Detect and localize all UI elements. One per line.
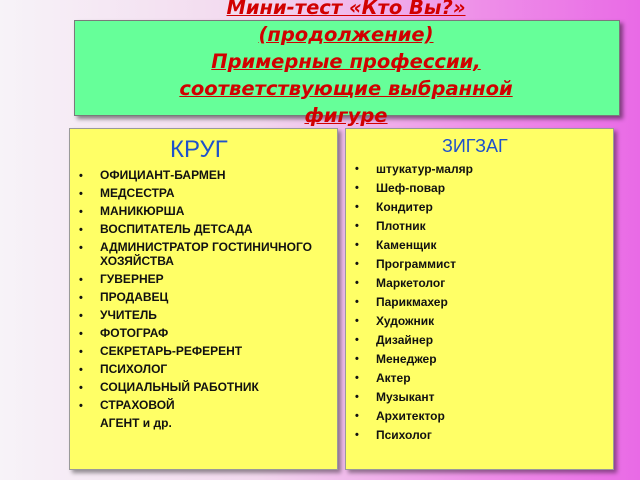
- list-item-label: АДМИНИСТРАТОР ГОСТИНИЧНОГО ХОЗЯЙСТВА: [100, 240, 312, 268]
- list-item-label: СТРАХОВОЙ: [100, 397, 175, 412]
- title-line: Мини-тест «Кто Вы?»: [226, 0, 466, 19]
- bullet-icon: •: [355, 315, 359, 327]
- circle-profession-list: [70, 167, 337, 433]
- list-item: [346, 369, 613, 388]
- circle-heading: КРУГ: [170, 136, 228, 163]
- bullet-icon: •: [79, 188, 83, 200]
- slide-title: [74, 0, 618, 129]
- list-item: [70, 343, 337, 361]
- bullet-icon: •: [355, 429, 359, 441]
- bullet-icon: •: [355, 258, 359, 270]
- list-item: [346, 350, 613, 369]
- list-item: [346, 255, 613, 274]
- bullet-icon: •: [355, 239, 359, 251]
- list-item: [346, 160, 613, 179]
- list-item-label: ОФИЦИАНТ-БАРМЕН: [100, 168, 226, 182]
- list-item-label: МАНИКЮРША: [100, 204, 185, 218]
- zigzag-profession-list: [346, 160, 613, 445]
- list-item-label: УЧИТЕЛЬ: [100, 307, 157, 322]
- title-line: соответствующие выбранной: [179, 77, 513, 100]
- list-item-label: Шеф-повар: [376, 180, 446, 195]
- list-item: [70, 203, 337, 221]
- list-item: [70, 325, 337, 343]
- bullet-icon: •: [355, 410, 359, 422]
- bullet-icon: •: [355, 220, 359, 232]
- list-item-label: Парикмахер: [376, 294, 448, 309]
- list-item-label: СЕКРЕТАРЬ-РЕФЕРЕНТ: [100, 343, 243, 358]
- circle-panel: [69, 128, 338, 470]
- list-item-label: ВОСПИТАТЕЛЬ ДЕТСАДА: [100, 222, 253, 236]
- list-item: [346, 407, 613, 426]
- zigzag-heading: ЗИГЗАГ: [442, 136, 508, 156]
- list-item: [70, 289, 337, 307]
- list-item: [346, 179, 613, 198]
- bullet-icon: •: [79, 291, 83, 304]
- list-item-label: АГЕНТ и др.: [100, 415, 172, 430]
- list-item-label: штукатур-маляр: [376, 161, 473, 176]
- list-item: [346, 274, 613, 293]
- list-item-label: МЕДСЕСТРА: [100, 186, 175, 200]
- bullet-icon: •: [355, 353, 359, 365]
- list-item-label: Кондитер: [376, 199, 433, 214]
- list-item: [70, 361, 337, 379]
- title-line: Примерные профессии,: [211, 50, 481, 73]
- list-item: [346, 312, 613, 331]
- list-item: [70, 221, 337, 239]
- list-item-label: Психолог: [376, 427, 432, 442]
- list-item-label: Актер: [376, 370, 411, 385]
- bullet-icon: •: [355, 296, 359, 308]
- bullet-icon: •: [355, 163, 359, 175]
- list-item: [346, 293, 613, 312]
- list-item: [346, 217, 613, 236]
- list-item: [346, 331, 613, 350]
- bullet-icon: •: [355, 372, 359, 384]
- list-item: [70, 379, 337, 397]
- list-item: [70, 415, 337, 433]
- list-item: [70, 307, 337, 325]
- list-item-label: Музыкант: [376, 389, 435, 404]
- bullet-icon: •: [355, 277, 359, 289]
- list-item: [70, 185, 337, 203]
- bullet-icon: •: [79, 363, 83, 376]
- list-item-label: СОЦИАЛЬНЫЙ РАБОТНИК: [100, 379, 259, 394]
- bullet-icon: •: [79, 399, 83, 412]
- list-item-label: ФОТОГРАФ: [100, 325, 169, 340]
- bullet-icon: •: [79, 381, 83, 394]
- list-item-label: Плотник: [376, 218, 426, 233]
- list-item-label: Дизайнер: [376, 332, 434, 347]
- bullet-icon: •: [79, 170, 83, 182]
- bullet-icon: •: [355, 334, 359, 346]
- list-item-label: Архитектор: [376, 408, 445, 423]
- list-item: [346, 388, 613, 407]
- bullet-icon: •: [79, 327, 83, 340]
- bullet-icon: •: [79, 224, 83, 236]
- list-item-label: ПСИХОЛОГ: [100, 361, 168, 376]
- list-item-label: Маркетолог: [376, 275, 446, 290]
- bullet-icon: •: [79, 273, 83, 286]
- bullet-icon: •: [355, 182, 359, 194]
- list-item-label: ГУВЕРНЕР: [100, 271, 164, 286]
- zigzag-panel: [345, 128, 614, 470]
- list-item: [70, 271, 337, 289]
- list-item: [70, 397, 337, 415]
- bullet-icon: •: [79, 206, 83, 218]
- list-item-label: Менеджер: [376, 351, 437, 366]
- bullet-icon: •: [79, 242, 83, 254]
- title-line: (продолжение): [258, 23, 434, 46]
- list-item-label: Программист: [376, 256, 456, 271]
- list-item-label: Каменщик: [376, 237, 437, 252]
- bullet-icon: •: [79, 345, 83, 358]
- list-item-label: ПРОДАВЕЦ: [100, 289, 169, 304]
- title-line: фигуре: [304, 104, 388, 127]
- bullet-icon: •: [355, 201, 359, 213]
- list-item-label: Художник: [376, 313, 435, 328]
- bullet-icon: •: [355, 391, 359, 403]
- list-item: [70, 167, 337, 185]
- bullet-icon: •: [79, 309, 83, 322]
- list-item: [346, 236, 613, 255]
- list-item: [70, 239, 337, 271]
- list-item: [346, 426, 613, 445]
- list-item: [346, 198, 613, 217]
